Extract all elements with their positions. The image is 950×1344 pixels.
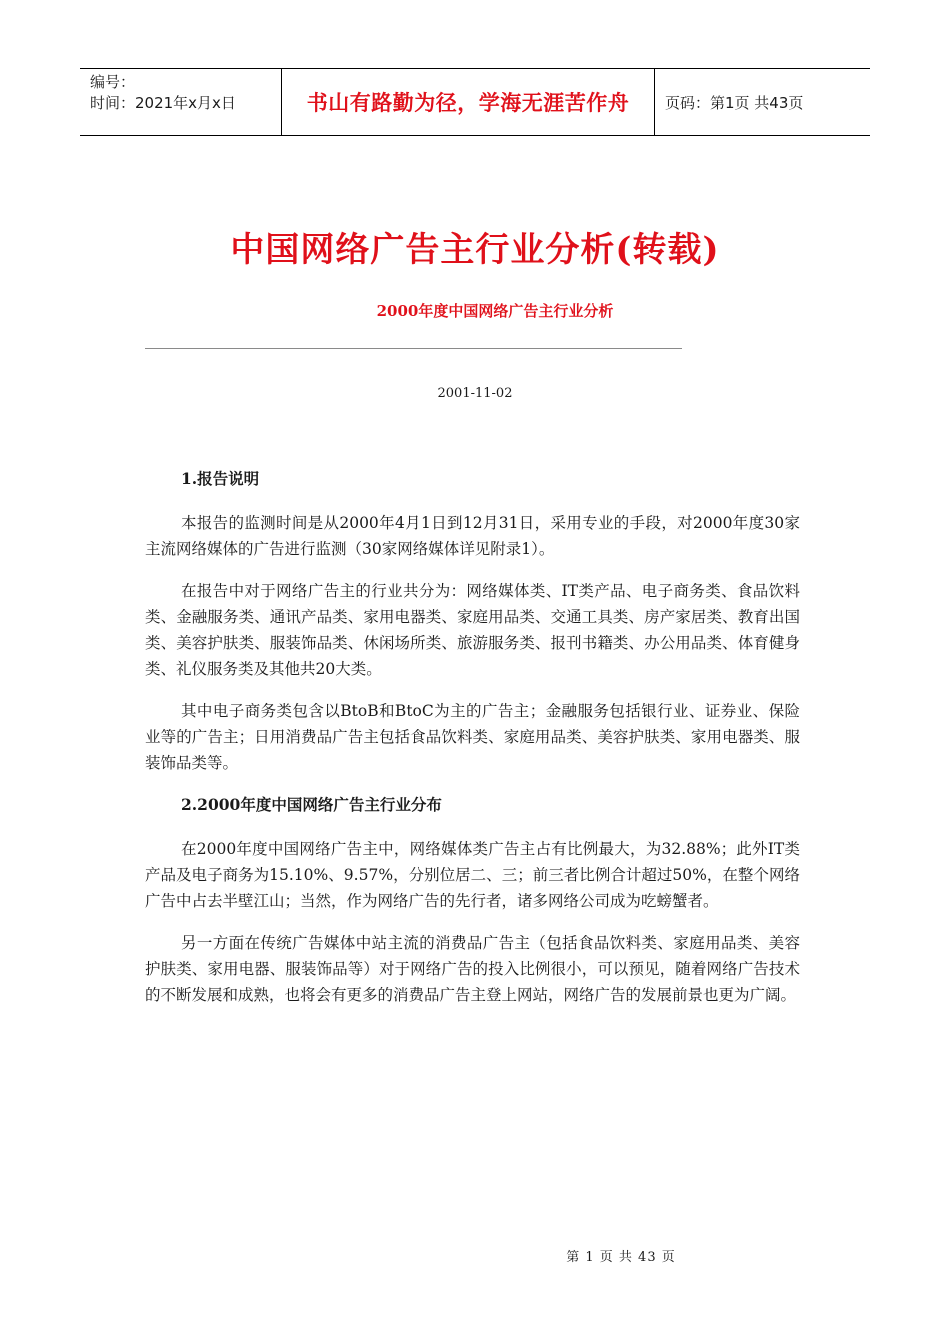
time-label: 时间：2021年x月x日 bbox=[90, 94, 236, 112]
document-header bbox=[80, 68, 870, 136]
code-label: 编号： bbox=[90, 73, 136, 91]
header-page-cell bbox=[655, 69, 870, 135]
paragraph: 在2000年度中国网络广告主中，网络媒体类广告主占有比例最大，为32.88%；此外IT类产品及电子商务为15.10%、9.57%，分别位居二、三；前三者比例合计超过50%，在整个网络广告中占去半壁江山；当然，作为网络广告的先行者，诸多网络公司成为吃螃蟹者。 bbox=[145, 840, 800, 910]
paragraph: 在报告中对于网络广告主的行业共分为：网络媒体类、IT类产品、电子商务类、食品饮料类、金融服务类、通讯产品类、家用电器类、家庭用品类、交通工具类、房产家居类、教育出国类、美容护肤类、服装饰品类、休闲场所类、旅游服务类、报刊书籍类、办公用品类、体育健身类、礼仪服务类及其他共20大类。 bbox=[145, 582, 800, 678]
title-divider bbox=[145, 348, 682, 349]
section-report-description bbox=[145, 466, 800, 776]
page-info: 页码：第1页 共43页 bbox=[665, 93, 804, 112]
section-heading: 2.2000年度中国网络广告主行业分布 bbox=[181, 795, 442, 814]
header-meta-cell bbox=[80, 69, 282, 135]
document-body bbox=[145, 466, 800, 1024]
paragraph: 另一方面在传统广告媒体中站主流的消费品广告主（包括食品饮料类、家庭用品类、美容护肤类、家用电器、服装饰品等）对于网络广告的投入比例很小，可以预见，随着网络广告技术的不断发展和成熟，也将会有更多的消费品广告主登上网站，网络广告的发展前景也更为广阔。 bbox=[145, 934, 800, 1004]
document-subtitle: 2000年度中国网络广告主行业分析 bbox=[376, 302, 614, 320]
header-motto-cell bbox=[282, 69, 655, 135]
section-industry-distribution bbox=[145, 792, 800, 1008]
paragraph: 其中电子商务类包含以BtoB和BtoC为主的广告主；金融服务包括银行业、证券业、保险业等的广告主；日用消费品广告主包括食品饮料类、家庭用品类、美容护肤类、家用电器类、服装饰品类等。 bbox=[145, 702, 800, 772]
section-heading: 1.报告说明 bbox=[181, 469, 260, 488]
page-footer: 第 1 页 共 43 页 bbox=[566, 1250, 676, 1265]
motto-text: 书山有路勤为径，学海无涯苦作舟 bbox=[306, 91, 630, 115]
document-date: 2001-11-02 bbox=[437, 386, 513, 401]
paragraph: 本报告的监测时间是从2000年4月1日到12月31日，采用专业的手段，对2000年度30家主流网络媒体的广告进行监测（30家网络媒体详见附录1）。 bbox=[145, 514, 800, 558]
document-title: 中国网络广告主行业分析(转载) bbox=[230, 230, 720, 270]
